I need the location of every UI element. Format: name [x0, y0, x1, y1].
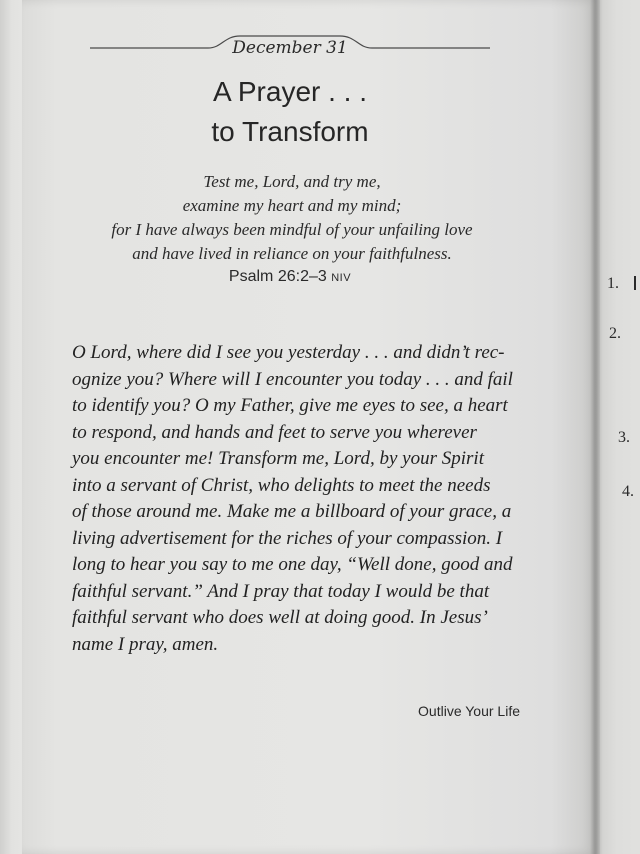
prayer-paragraph — [72, 340, 522, 658]
page-title — [140, 72, 440, 152]
bible-version: NIV — [331, 272, 352, 284]
facing-page-number: 4. — [622, 483, 634, 500]
prayer-line: into a servant of Christ, who delights to meet the needs — [72, 474, 491, 496]
date-heading: December 31 — [232, 38, 348, 58]
scripture-verse — [82, 170, 502, 266]
facing-page-number: 2. — [609, 325, 621, 342]
facing-page-number: 1. — [607, 275, 619, 292]
prayer-line: you encounter me! Transform me, Lord, by your Spirit — [72, 448, 484, 469]
verse-line: examine my heart and my mind; — [182, 196, 402, 215]
prayer-line: living advertisement for the riches of your compassion. I — [72, 527, 503, 549]
verse-line: and have lived in reliance on your faithfulness. — [132, 244, 452, 263]
page-gutter — [590, 0, 600, 854]
title-line: A Prayer . . . — [212, 76, 368, 107]
verse-line: Test me, Lord, and try me, — [203, 172, 381, 191]
source-attribution: Outlive Your Life — [418, 703, 520, 719]
verse-line: for I have always been mindful of your unfailing love — [111, 220, 473, 239]
facing-page-number: 3. — [618, 429, 630, 446]
prayer-line: to respond, and hands and feet to serve you wherever — [72, 421, 477, 443]
prayer-line: O Lord, where did I see you yesterday . . . and didn’t rec- — [72, 342, 505, 363]
reference-text: Psalm 26:2–3 — [228, 268, 327, 285]
prayer-line: faithful servant.” And I pray that today I would be that — [72, 580, 490, 602]
cut-off-text-fragment — [634, 276, 636, 290]
prayer-line: of those around me. Make me a billboard of your grace, a — [72, 501, 512, 522]
scripture-reference — [180, 268, 400, 286]
right-page — [597, 0, 640, 854]
prayer-line: to identify you? O my Father, give me eyes to see, a heart — [72, 395, 508, 416]
prayer-line: long to hear you say to me one day, “Well done, good and — [72, 554, 513, 575]
prayer-line: name I pray, amen. — [72, 633, 219, 655]
prayer-line: faithful servant who does well at doing good. In Jesus’ — [72, 607, 488, 628]
prayer-line: ognize you? Where will I encounter you today . . . and fail — [72, 368, 513, 390]
title-line: to Transform — [211, 116, 369, 147]
